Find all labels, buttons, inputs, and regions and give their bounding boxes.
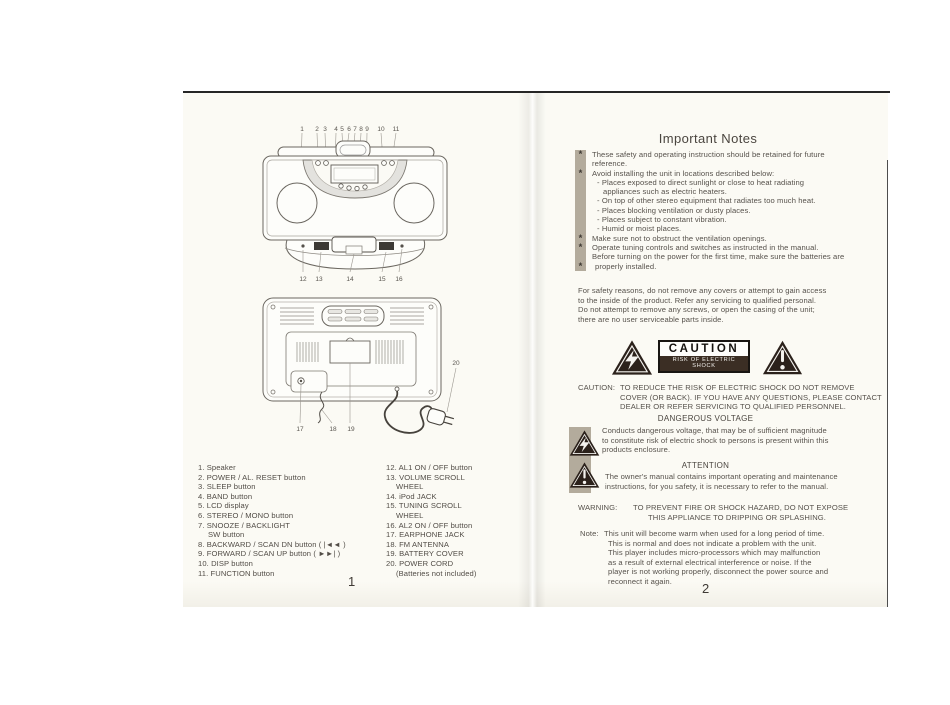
warning-line: THIS APPLIANCE TO DRIPPING OR SPLASHING. [648, 512, 826, 522]
parts-list-item: 8. BACKWARD / SCAN DN button ( |◄◄ ) [198, 539, 346, 549]
page-number-1: 1 [348, 574, 356, 589]
notes-list [575, 150, 887, 271]
parts-list-item: 5. LCD display [198, 501, 249, 511]
front-top-callouts [300, 126, 400, 133]
caution-line: DEALER OR REFER SERVICING TO QUALIFIED PERSONNEL. [620, 402, 847, 412]
page-title: Important Notes [658, 131, 758, 146]
attention-line: instructions, for you safety, it is necessary to refer to the manual. [605, 481, 829, 491]
parts-list-item: 13. VOLUME SCROLL [386, 472, 465, 482]
caution-sign-sub1: RISK OF ELECTRIC [672, 357, 736, 363]
note-line: - Humid or moist places. [597, 224, 682, 234]
caution-sign-sub2: SHOCK [692, 363, 716, 370]
parts-list-item: 4. BAND button [198, 491, 253, 501]
alert-triangle-icon [762, 339, 803, 376]
note-line: reference. [592, 159, 628, 169]
parts-list-item-continuation: WHEEL [396, 482, 424, 492]
parts-list-item-continuation: SW button [208, 530, 245, 540]
parts-list-item: 10. DISP button [198, 558, 253, 568]
asterisk-marker: * [578, 232, 583, 244]
parts-list-item: 19. BATTERY COVER [386, 549, 464, 559]
parts-list-item: 12. AL1 ON / OFF button [386, 463, 473, 472]
page-number-2: 2 [702, 581, 710, 596]
tuning-scroll-wheel [379, 242, 394, 250]
parts-list-item: 15. TUNING SCROLL [386, 501, 462, 511]
caution-sign-band [660, 356, 748, 371]
svg-text:17: 17 [296, 426, 304, 433]
volume-scroll-wheel [314, 242, 329, 250]
caution-statement [578, 383, 882, 412]
parts-list-item-continuation: WHEEL [396, 510, 424, 520]
jack-panel [291, 371, 327, 392]
attention-line: The owner's manual contains important operating and maintenance [605, 472, 838, 481]
asterisk-marker: * [578, 167, 583, 179]
device-back-diagram [250, 290, 490, 458]
note-statement [580, 529, 880, 587]
note-line: Avoid installing the unit in locations described below: [592, 168, 775, 178]
parts-list-right-column [386, 463, 526, 578]
note-text-line: reconnect it again. [608, 576, 672, 586]
caution-sign-title: CAUTION [668, 343, 740, 355]
note-line: - Places exposed to direct sunlight or close to heat radiating [597, 177, 805, 187]
parts-list-item: 16. AL2 ON / OFF button [386, 520, 473, 530]
dangerous-voltage-line: to constitute risk of electric shock to persons is present within this [602, 435, 829, 445]
safety-paragraph [578, 286, 888, 324]
svg-text:15: 15 [378, 276, 386, 283]
svg-text:19: 19 [347, 426, 355, 433]
svg-text:10: 10 [377, 126, 385, 133]
parts-list-item: 2. POWER / AL. RESET button [198, 472, 306, 482]
svg-text:12: 12 [299, 276, 307, 283]
note-text-line: This player includes micro-processors which may malfunction [608, 548, 821, 558]
caution-label: CAUTION: [578, 383, 616, 392]
note-line: Operate tuning controls and switches as instructed in the manual. [592, 242, 819, 252]
note-line: Make sure not to obstruct the ventilation openings. [592, 233, 767, 243]
svg-text:13: 13 [315, 276, 323, 283]
battery-cover [330, 341, 370, 363]
parts-list-item: 6. STEREO / MONO button [198, 510, 294, 520]
note-line: These safety and operating instruction should be retained for future [592, 150, 825, 159]
note-line: - On top of other stereo equipment that radiates too much heat. [597, 196, 816, 206]
dangerous-voltage-heading: DANGEROUS VOLTAGE [657, 414, 754, 423]
parts-list-item: 11. FUNCTION button [198, 568, 275, 578]
svg-text:5: 5 [340, 126, 344, 133]
parts-list-item: 7. SNOOZE / BACKLIGHT [198, 520, 290, 530]
warning-statement [578, 503, 878, 522]
parts-list-item: 3. SLEEP button [198, 482, 256, 492]
svg-text:14: 14 [346, 276, 354, 283]
left-speaker [277, 183, 317, 223]
note-line: appliances such as electric heaters. [603, 187, 727, 197]
asterisk-marker: * [578, 241, 583, 253]
svg-text:16: 16 [395, 276, 403, 283]
warning-label: WARNING: [578, 503, 618, 512]
top-vent [322, 306, 384, 326]
note-text-line: as a result of external electrical interference or noise. If the [608, 557, 812, 567]
parts-list-item: 18. FM ANTENNA [386, 539, 450, 549]
safety-line: to the inside of the product. Refer any servicing to qualified personal. [578, 295, 817, 305]
electric-shock-triangle-icon [611, 339, 653, 376]
parts-list-left-column [198, 463, 383, 578]
right-speaker [394, 183, 434, 223]
note-label: Note: [580, 529, 599, 538]
parts-list-item: 20. POWER CORD [386, 558, 454, 568]
parts-list-item: 1. Speaker [198, 463, 236, 472]
attention-heading: ATTENTION [681, 461, 730, 470]
note-line: - Places subject to constant vibration. [597, 215, 727, 225]
note-text-line: This is normal and does not indicate a problem with the unit. [608, 538, 817, 548]
svg-text:2: 2 [315, 126, 319, 133]
dangerous-voltage-paragraph [602, 426, 887, 455]
svg-text:6: 6 [347, 126, 351, 133]
caution-line: COVER (OR BACK). IF YOU HAVE ANY QUESTIONS, PLEASE CONTACT [620, 392, 882, 402]
parts-list-item: 17. EARPHONE JACK [386, 530, 465, 540]
power-plug [426, 408, 455, 429]
svg-text:8: 8 [359, 126, 363, 133]
note-text-line: player is not working properly, disconnect the power source and [608, 567, 829, 577]
note-line: - Places blocking ventilation or dusty places. [597, 205, 751, 215]
svg-text:18: 18 [329, 426, 337, 433]
parts-list-item: 14. iPod JACK [386, 491, 437, 501]
asterisk-marker: * [578, 260, 583, 272]
note-line: Before turning on the power for the first time, make sure the batteries are [592, 252, 845, 262]
note-line: properly installed. [595, 261, 657, 271]
safety-line: For safety reasons, do not remove any covers or attempt to gain access [578, 286, 827, 295]
note-text-line: This unit will become warm when used for a long period of time. [604, 529, 825, 538]
svg-text:1: 1 [300, 126, 304, 133]
caution-line: TO REDUCE THE RISK OF ELECTRIC SHOCK DO NOT REMOVE [620, 383, 855, 392]
caution-sign-box [658, 340, 750, 373]
safety-line: there are no user serviceable parts inside. [578, 314, 724, 324]
svg-text:7: 7 [353, 126, 357, 133]
svg-text:4: 4 [334, 126, 338, 133]
asterisk-marker: * [578, 149, 583, 160]
dangerous-voltage-line: Conducts dangerous voltage, that may be of sufficient magnitude [602, 426, 827, 435]
svg-text:11: 11 [392, 126, 400, 133]
device-front-diagram [256, 120, 460, 286]
dangerous-voltage-line: products enclosure. [602, 445, 671, 455]
warning-line: TO PREVENT FIRE OR SHOCK HAZARD, DO NOT EXPOSE [633, 503, 849, 512]
safety-line: Do not attempt to remove any screws, or open the casing of the unit; [578, 305, 815, 315]
parts-list-item-continuation: (Batteries not included) [396, 568, 477, 578]
svg-text:20: 20 [452, 360, 460, 367]
svg-text:9: 9 [365, 126, 369, 133]
electric-shock-triangle-icon [569, 429, 600, 457]
right-page-edge [887, 160, 888, 607]
front-bottom-callouts [299, 276, 403, 283]
parts-list-item: 9. FORWARD / SCAN UP button ( ►►| ) [198, 549, 341, 559]
svg-text:3: 3 [323, 126, 327, 133]
attention-paragraph [605, 472, 890, 491]
